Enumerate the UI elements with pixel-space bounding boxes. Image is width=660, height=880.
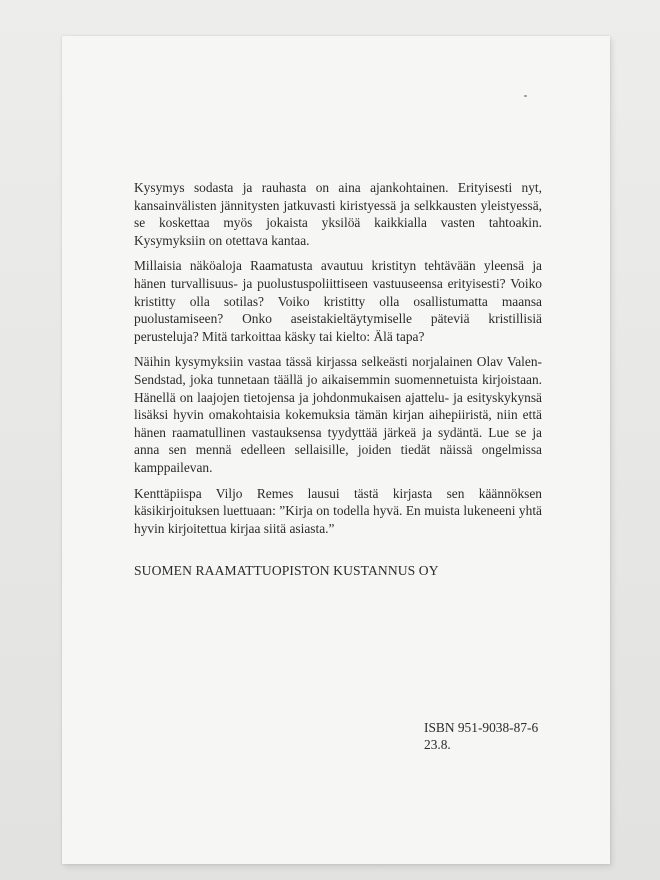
blurb-text	[134, 179, 542, 545]
publisher-name: SUOMEN RAAMATTUOPISTON KUSTANNUS OY	[134, 563, 439, 578]
book-back-cover	[62, 36, 610, 864]
price-code: 23.8.	[424, 737, 451, 752]
blurb-paragraph-2: Millaisia näköaloja Raamatusta avautuu kristityn tehtävään yleensä ja hänen turvallisuus- ja puolustuspoliittiseen vastuuseensa erityisesti? Voiko kristitty olla sotilas? Voiko kristitty olla osallistumatta maansa puolustamiseen? Onko aseistakieltäytymiselle päteviä kristillisiä perusteluja? Mitä tarkoittaa käsky tai kielto: Älä tapa?	[134, 258, 542, 344]
blurb-paragraph-4: Kenttäpiispa Viljo Remes lausui tästä kirjasta sen käännöksen käsikirjoituksen luettuaan: ”Kirja on todella hyvä. En muista lukeneeni yhtä hyvin kirjoitettua kirjaa siitä asiasta.”	[134, 485, 542, 536]
blurb-paragraph-1: Kysymys sodasta ja rauhasta on aina ajankohtainen. Erityisesti nyt, kansainvälisten jännitysten jatkuvasti kiristyessä ja selkkausten yleistyessä, se koskettaa myös jokaista yksilöä kaikkialla vasten tahtoakin. Kysymyksiin on otettava kantaa.	[134, 180, 542, 248]
isbn-block	[424, 719, 538, 753]
paper-speck	[524, 95, 527, 97]
isbn-number: ISBN 951-9038-87-6	[424, 720, 539, 735]
blurb-paragraph-3: Näihin kysymyksiin vastaa tässä kirjassa selkeästi norjalainen Olav Valen-Sendstad, joka tunnetaan täällä jo aikaisemmin suomennetuista kirjoistaan. Hänellä on laajojen tietojensa ja johdonmukaisen ajattelu- ja esityskykynsä lisäksi hyvin omakohtaisia kokemuksia tämän kirjan aihepiiristä, niin että hänen raamatullinen vastauksensa tyydyttää järkeä ja sydäntä. Lue se ja anna sen mennä edelleen sellaisille, joiden tiedät näissä ongelmissa kamppailevan.	[134, 354, 542, 475]
